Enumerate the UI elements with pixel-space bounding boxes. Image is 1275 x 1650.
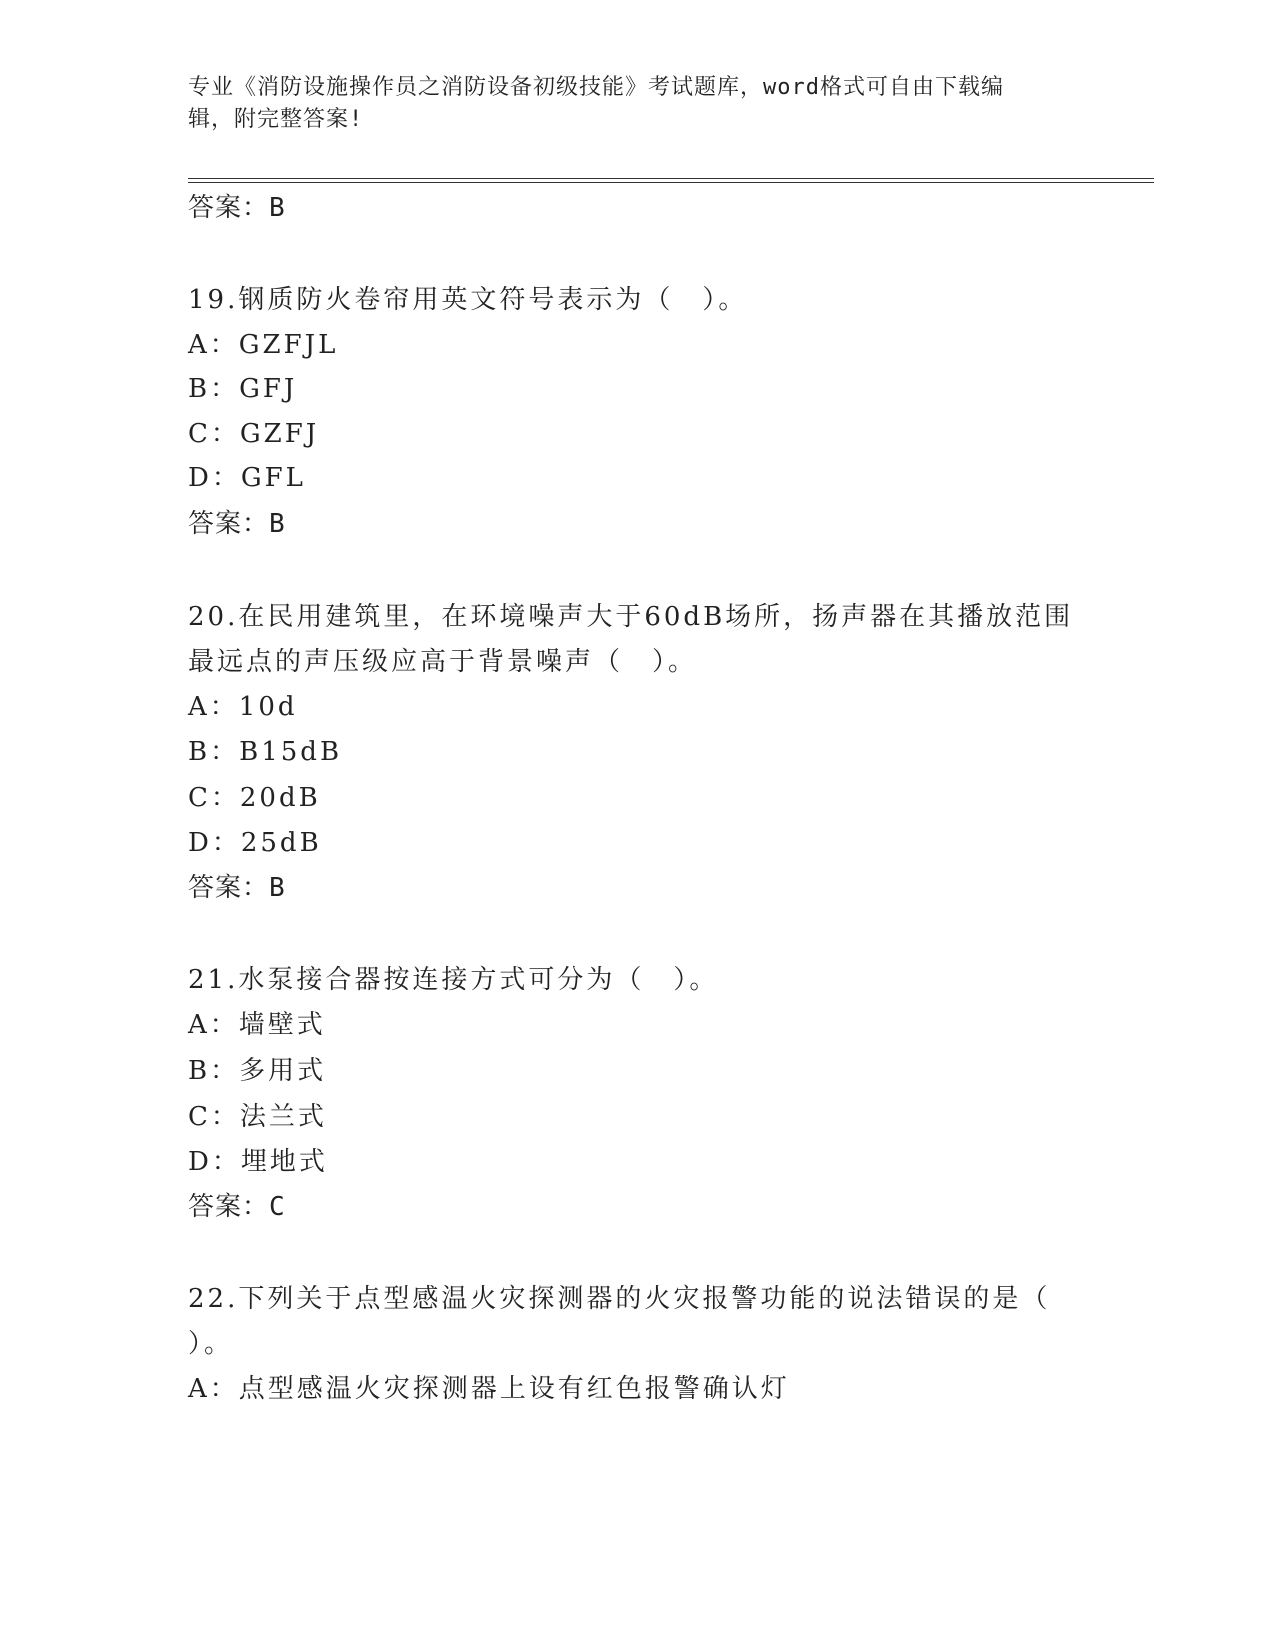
header-line-1: 专业《消防设施操作员之消防设备初级技能》考试题库，word格式可自由下载编 xyxy=(188,75,1004,100)
question-20-stem-line-1: 20.在民用建筑里，在环境噪声大于60dB场所，扬声器在其播放范围 xyxy=(188,602,1074,632)
question-19-option-d: D：GFL xyxy=(188,463,306,493)
question-21-option-b: B：多用式 xyxy=(188,1056,327,1086)
question-20-stem-line-2: 最远点的声压级应高于背景噪声（ ）。 xyxy=(188,647,698,677)
question-20-option-c: C：20dB xyxy=(188,783,321,813)
question-19-option-c: C：GZFJ xyxy=(188,419,320,449)
question-20-option-b: B：B15dB xyxy=(188,737,343,767)
question-21-option-d: D：埋地式 xyxy=(188,1147,328,1177)
question-20-answer: 答案：B xyxy=(188,873,286,903)
question-19-answer: 答案：B xyxy=(188,509,286,539)
answer-line: 答案：B xyxy=(188,193,286,223)
header-line-2: 辑，附完整答案! xyxy=(188,107,364,132)
question-21-stem: 21.水泵接合器按连接方式可分为（ ）。 xyxy=(188,965,719,995)
question-21-answer: 答案：C xyxy=(188,1192,286,1222)
question-22-option-a: A：点型感温火灾探测器上设有红色报警确认灯 xyxy=(188,1374,790,1404)
document-header xyxy=(188,72,1088,136)
question-22-stem-line-2: ）。 xyxy=(188,1329,234,1359)
question-19-option-a: A：GZFJL xyxy=(188,330,339,360)
header-divider-top xyxy=(188,178,1154,179)
question-21-option-a: A：墙壁式 xyxy=(188,1010,326,1040)
header-divider-bottom xyxy=(188,182,1154,183)
question-19-option-b: B：GFJ xyxy=(188,374,298,404)
question-19-stem: 19.钢质防火卷帘用英文符号表示为（ ）。 xyxy=(188,285,748,315)
question-21-option-c: C：法兰式 xyxy=(188,1102,327,1132)
question-20-option-a: A：10d xyxy=(188,692,298,722)
question-22-stem-line-1: 22.下列关于点型感温火灾探测器的火灾报警功能的说法错误的是（ xyxy=(188,1284,1051,1314)
question-20-option-d: D：25dB xyxy=(188,828,322,858)
